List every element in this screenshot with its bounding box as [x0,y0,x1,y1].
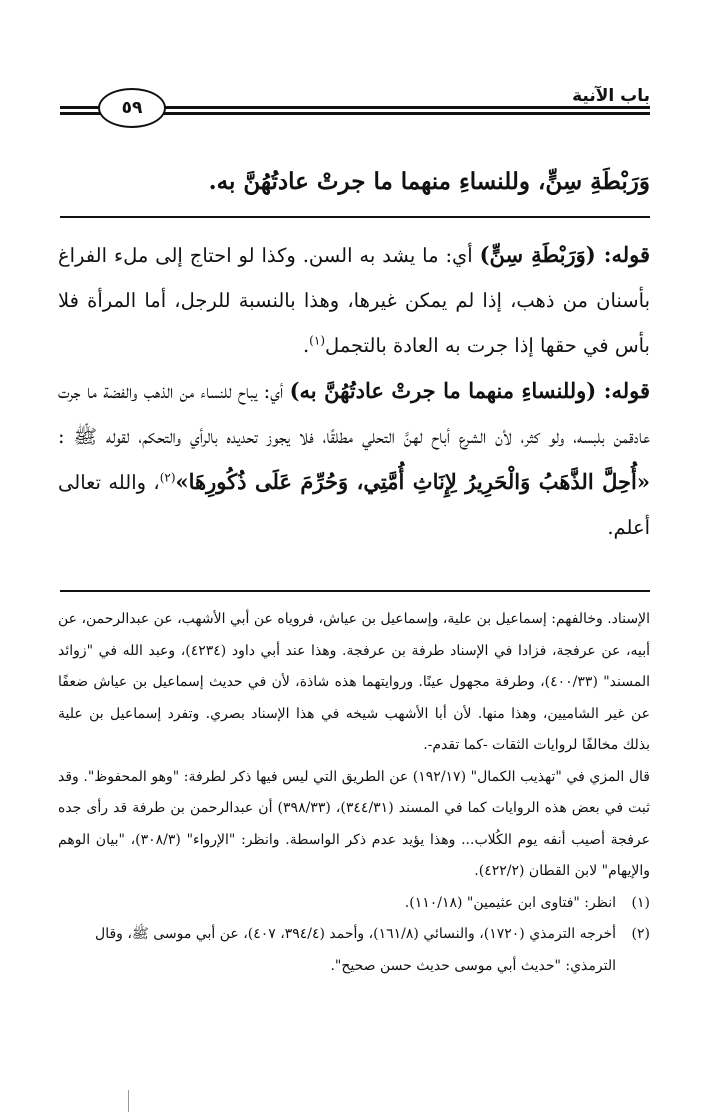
footnote-divider [60,590,650,592]
footnotes [58,604,650,982]
commentary-tail: ، والله تعالى أعلم. [58,471,650,539]
footnote-number: (٢) [631,926,650,942]
matn-text: وَرَبْطَةِ سِنٍّ، وللنساءِ منهما ما جرتْ عادتُهُنَّ به. [208,168,650,195]
commentary-label: قوله: (وَرَبْطَةِ سِنٍّ) [479,242,651,267]
chapter-title: باب الآنية [572,86,650,106]
hadith-quote: «أُحِلَّ الذَّهَبُ وَالْحَرِيرُ لِإِنَاثِ أُمَّتِي، وَحُرِّمَ عَلَى ذُكُورِهَا» [175,469,650,494]
commentary [58,232,650,550]
footnote-item [58,919,650,982]
running-head [60,84,650,124]
footnote-ref: (٢) [159,470,176,485]
commentary-text: أي: يباح للنساء من الذهب والفضة ما جرت عادقمن بلبسه، ولو كثر، لأن الشرع أباح لهنَّ التحلي مطلقًا، فلا يجوز تحديده بالرأي والتحكم، لقوله ﷺ : [58,380,650,448]
footnote-ref: (١) [309,333,325,348]
footnote-text: أخرجه الترمذي (١٧٢٠)، والنسائي (١٦١/٨)، وأحمد (٣٩٤/٤، ٤٠٧)، عن أبي موسى ﷺ، وقال الترمذي: "حديث أبي موسى حديث حسن صحيح". [95,926,616,974]
matn-divider [60,216,650,218]
footnote-continuation: الإسناد. وخالفهم: إسماعيل بن علية، وإسماعيل بن عياش، فروياه عن أبي الأشهب، عن عبدالرحمن، عن أبيه، عن عرفجة، فزادا في الإسناد طرفة بن عرفجة. وهذا عند أبي داود (٤٢٣٤)، وعبد الله في "زوائد المسند" (٤٠٠/٣٣)، وطرفة مجهول عينًا. وروايتهما هذه شاذة، لأن في حديث إسماعيل بن عياش ضعفًا عن غير الشاميين، وهذا منها. لأن أبا الأشهب شيخه في هذا الإسناد بصري. وتفرد إسماعيل بن علية بذلك مخالفًا لروايات الثقات -كما تقدم-. [58,611,650,753]
footnote-item [58,888,650,920]
commentary-paragraph [58,232,650,368]
page-number: ٥٩ [121,98,143,118]
footnote-mizzi: قال المزي في "تهذيب الكمال" (١٩٢/١٧) عن الطريق التي ليس فيها ذكر لطرفة: "وهو المحفوظ". وقد ثبت في بعض هذه الروايات كما في المسند (٣٤٤/٣١)، (٣٩٨/٣٣) أن عبدالرحمن بن طرفة قد رأى جده عرفجة أصيب أنفه يوم الكُلاب... وهذا يؤيد عدم ذكر الواسطة. وانظر: "الإرواء" (٣٠٨/٣)، "بيان الوهم والإيهام" لابن القطان (٤٢٢/٢). [58,768,650,879]
footnote-number: (١) [631,894,650,911]
commentary-paragraph [58,368,650,550]
footnote-text: انظر: "فتاوى ابن عثيمين" (١١٠/١٨). [404,894,616,911]
commentary-text: أي: ما يشد به السن. وكذا لو احتاج إلى ملء الفراغ بأسنان من ذهب، إذا لم يمكن غيرها، وهذا بالنسبة للرجل، أما المرأة فلا بأس في حقها إذا جرت به العادة بالتجمل [58,244,650,357]
scan-mark [128,1090,129,1112]
page-number-badge [98,88,166,128]
commentary-tail: . [302,334,310,357]
commentary-label: قوله: (وللنساءِ منهما ما جرتْ عادتُهُنَّ به) [289,378,650,403]
